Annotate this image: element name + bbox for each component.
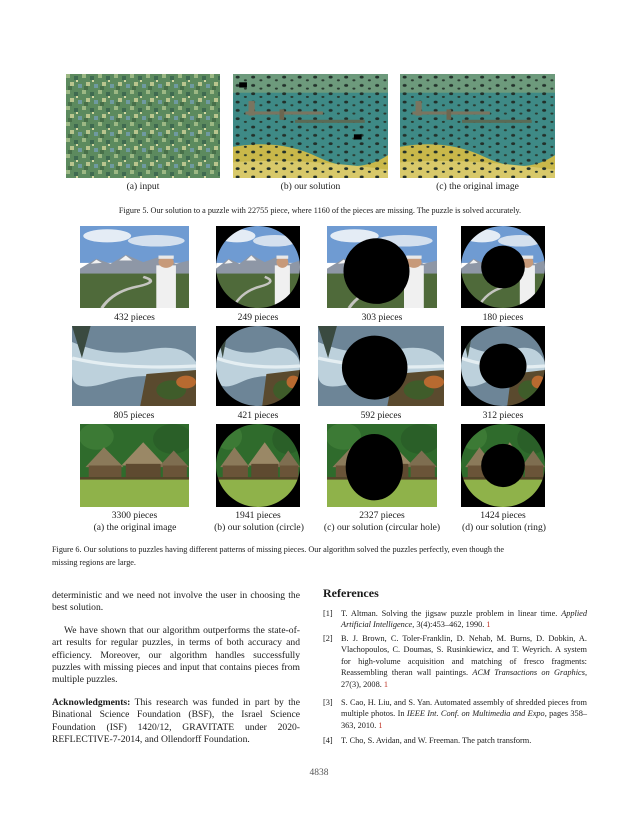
reference-item bbox=[323, 633, 587, 690]
reference-venue: Applied Artificial Intelligence bbox=[341, 609, 587, 630]
fig5-label-original: (c) the original image bbox=[436, 181, 519, 192]
fig5-solution-image bbox=[233, 74, 388, 178]
fig5-caption: Figure 5. Our solution to a puzzle with 22755 piece, where 1160 of the pieces are missing. The puzzle is solved accurately. bbox=[118, 206, 522, 215]
reference-number: [3] bbox=[323, 698, 333, 707]
fig6-r3-count-d: 1424 pieces bbox=[480, 510, 526, 521]
acknowledgments-heading: Acknowledgments: bbox=[52, 696, 131, 708]
fig6-r2-circle bbox=[216, 326, 300, 406]
fig6-r3-circular-hole bbox=[327, 424, 437, 507]
references-heading: References bbox=[323, 586, 379, 600]
fig6-r2-circular-hole bbox=[318, 326, 444, 406]
reference-backlink[interactable]: 1 bbox=[378, 720, 383, 730]
fig6-r2-count-d: 312 pieces bbox=[482, 410, 524, 421]
reference-tail: , 3(4):453–462, 1990. bbox=[412, 620, 485, 630]
fig6-r1-count-d: 180 pieces bbox=[482, 312, 524, 323]
fig6-caption bbox=[52, 543, 586, 569]
reference-item bbox=[323, 697, 587, 731]
acknowledgments-text: This research was funded in part by the Binational Science Foundation (BSF), the Israel Science Foundation (ISF) 1420/12, GRAVITATE under 2020-REFLECTIVE-7-2014, and Ollendorff Foundation. bbox=[52, 696, 300, 746]
paragraph-conclusion-end: deterministic and we need not involve the user in choosing the best solution. bbox=[52, 590, 300, 614]
reference-venue: IEEE Int. Conf. on Multimedia and Expo bbox=[406, 709, 545, 719]
left-column bbox=[52, 590, 300, 746]
fig5-original-image bbox=[400, 74, 555, 178]
fig6-r3-count-a: 3300 pieces bbox=[111, 510, 158, 521]
fig5-label-solution: (b) our solution bbox=[280, 181, 341, 192]
page-number: 4838 bbox=[309, 768, 329, 778]
fig6-r1-count-c: 303 pieces bbox=[361, 312, 403, 323]
reference-tail: , 27(3), 2008. bbox=[341, 668, 588, 689]
paragraph-summary: We have shown that our algorithm outperforms the state-of-art results for regular puzzles, in terms of both accuracy and efficiency. Moreover, our algorithm handles successfully puzzles with missing pieces and input that contains pieces from multiple puzzles. bbox=[52, 624, 300, 686]
fig6-r1-count-b: 249 pieces bbox=[237, 312, 279, 323]
fig6-r3-ring bbox=[461, 424, 545, 507]
fig6-r3-circle bbox=[216, 424, 300, 507]
reference-text: B. J. Brown, C. Toler-Franklin, D. Nehab, M. Burns, D. Dobkin, A. Vlachopoulos, C. Doumas, S. Rusinkiewicz, and T. Weyrich. A system for high-volume acquisition and matching of fresco fragments: Reassembling theran wall paintings. bbox=[341, 634, 587, 678]
fig6-column-label-a: (a) the original image bbox=[93, 522, 177, 533]
fig5-input-image bbox=[66, 74, 220, 178]
acknowledgments bbox=[52, 697, 300, 747]
fig5-label-input: (a) input bbox=[126, 181, 160, 192]
reference-text: T. Cho, S. Avidan, and W. Freeman. The patch transform. bbox=[341, 736, 532, 745]
fig6-column-label-c: (c) our solution (circular hole) bbox=[323, 522, 441, 533]
fig6-caption-line1: Figure 6. Our solutions to puzzles having different patterns of missing pieces. Our algorithm solved the puzzles perfectly, even though the bbox=[52, 545, 505, 554]
fig6-r2-count-a: 805 pieces bbox=[113, 410, 155, 421]
fig6-r2-original bbox=[72, 326, 196, 406]
fig6-r2-count-c: 592 pieces bbox=[360, 410, 402, 421]
reference-tail: , pages 358–363, 2010. bbox=[341, 709, 587, 730]
fig6-column-label-b: (b) our solution (circle) bbox=[214, 522, 304, 533]
fig6-r2-count-b: 421 pieces bbox=[237, 410, 279, 421]
reference-backlink[interactable]: 1 bbox=[486, 620, 491, 630]
reference-text: T. Altman. Solving the jigsaw puzzle problem in linear time. bbox=[341, 609, 558, 618]
fig6-column-label-d: (d) our solution (ring) bbox=[462, 522, 546, 533]
fig6-r1-ring bbox=[461, 226, 545, 308]
fig6-r3-count-b: 1941 pieces bbox=[235, 510, 281, 521]
reference-item bbox=[323, 608, 587, 631]
fig6-r1-circular-hole bbox=[327, 226, 437, 308]
fig6-caption-line2: missing regions are large. bbox=[52, 558, 136, 567]
reference-item bbox=[323, 735, 587, 746]
fig6-r1-original bbox=[80, 226, 189, 308]
reference-text: S. Cao, H. Liu, and S. Yan. Automated assembly of shredded pieces from multiple photos. In bbox=[341, 698, 587, 719]
fig6-r1-circle bbox=[216, 226, 300, 308]
fig6-r2-ring bbox=[461, 326, 545, 406]
fig6-r3-original bbox=[80, 424, 189, 507]
reference-number: [1] bbox=[323, 609, 333, 618]
reference-venue: ACM Transactions on Graphics bbox=[472, 668, 585, 678]
fig6-r3-count-c: 2327 pieces bbox=[359, 510, 405, 521]
fig6-r1-count-a: 432 pieces bbox=[114, 312, 155, 323]
reference-number: [4] bbox=[323, 736, 333, 745]
reference-number: [2] bbox=[323, 634, 333, 643]
reference-backlink[interactable]: 1 bbox=[383, 679, 389, 689]
